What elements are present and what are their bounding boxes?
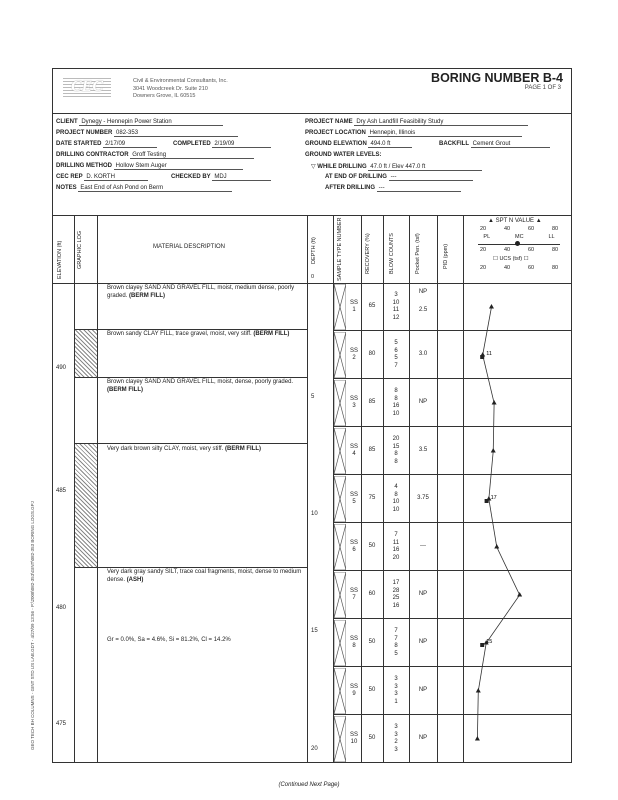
blow-count: 7 xyxy=(394,362,398,369)
backfill-row: BACKFILL Cement Grout xyxy=(439,141,550,148)
sample-type: SS xyxy=(349,588,358,594)
spt-ticks-bottom: 20 40 60 80 xyxy=(479,265,559,271)
blow-count: 7 xyxy=(394,628,398,634)
blow-count: 3 xyxy=(394,292,398,298)
sample-type: SS xyxy=(349,684,358,690)
elev-490: 490 xyxy=(56,365,67,371)
sample-type: SS xyxy=(349,636,358,642)
ground-water-label: GROUND WATER LEVELS: xyxy=(305,152,382,158)
ground-elevation-row: GROUND ELEVATION 494.0 ft xyxy=(305,141,412,148)
spt-point xyxy=(475,736,480,741)
while-drilling-row: ▽ WHILE DRILLING 47.0 ft / Elev 447.0 ft xyxy=(311,163,482,171)
split-spoon-sample-icon xyxy=(334,668,346,714)
blow-count: 16 xyxy=(392,403,400,409)
split-spoon-sample-icon xyxy=(334,476,346,522)
blow-count: 3 xyxy=(394,691,398,697)
drilling-method-row: DRILLING METHOD Hollow Stem Auger xyxy=(56,163,243,170)
sample-number: 6 xyxy=(352,547,356,553)
blow-count: 17 xyxy=(392,580,400,586)
project-location-row: PROJECT LOCATION Hennepin, Illinois xyxy=(305,130,522,137)
project-number-row: PROJECT NUMBER 082-353 xyxy=(56,130,238,137)
sample-type: SS xyxy=(349,444,358,450)
spt-plot xyxy=(463,283,571,763)
col-recovery: RECOVERY (%) xyxy=(365,233,371,274)
company-logo: CEC xyxy=(63,77,111,97)
blow-count: 8 xyxy=(394,395,398,402)
pocket-pen-value: NP xyxy=(418,399,428,405)
moisture-label: 17 xyxy=(490,495,497,501)
sample-type: SS xyxy=(349,348,358,354)
boring-number-title: BORING NUMBER B-4 xyxy=(431,71,563,85)
blow-count: 10 xyxy=(392,506,400,513)
blow-count: 3 xyxy=(394,676,398,682)
split-spoon-sample-icon xyxy=(334,284,346,330)
blow-count: 15 xyxy=(392,443,400,450)
blow-count: 10 xyxy=(392,499,400,505)
sample-number: 9 xyxy=(352,691,356,697)
recovery-value: 85 xyxy=(368,399,376,405)
spt-point xyxy=(491,448,496,453)
recovery-value: 50 xyxy=(368,639,376,645)
sample-number: 7 xyxy=(352,595,356,601)
blow-count: 20 xyxy=(392,436,400,442)
col-pid: PID (ppm) xyxy=(443,243,449,269)
recovery-value: 50 xyxy=(368,687,376,693)
sample-number: 10 xyxy=(350,739,358,745)
col-material-description: MATERIAL DESCRIPTION xyxy=(153,244,226,250)
sample-type: SS xyxy=(349,540,358,546)
company-address: Civil & Environmental Consultants, Inc. 3041 Woodcreek Dr. Suite 210 Downers Grove, IL 60515 xyxy=(133,78,228,99)
blow-count: 16 xyxy=(392,547,400,553)
blow-count: 8 xyxy=(394,451,398,457)
moisture-label: 15 xyxy=(486,639,493,645)
elev-475: 475 xyxy=(56,721,67,727)
blow-count: 8 xyxy=(394,491,398,498)
blow-count: 5 xyxy=(394,650,398,657)
blow-count: 16 xyxy=(392,602,400,609)
moisture-point xyxy=(485,499,489,503)
blow-count: 5 xyxy=(394,340,398,346)
completed-row: COMPLETED 2/19/09 xyxy=(173,141,271,148)
split-spoon-sample-icon xyxy=(334,380,346,426)
blow-count: 12 xyxy=(392,314,400,321)
spt-title: ▲ SPT N VALUE ▲ xyxy=(488,218,542,224)
blow-count: 7 xyxy=(394,532,398,538)
material-2: Brown sandy CLAY FILL, trace gravel, moist, very stiff. (BERM FILL) xyxy=(107,331,290,337)
depth-15: 15 xyxy=(311,628,318,634)
recovery-value: 75 xyxy=(368,495,376,501)
recovery-value: 85 xyxy=(368,447,376,453)
blow-count: 11 xyxy=(392,539,400,546)
page-number: PAGE 1 OF 3 xyxy=(524,85,561,91)
spt-point xyxy=(492,400,497,405)
sample-number: 3 xyxy=(352,403,356,409)
spt-point xyxy=(517,592,522,597)
split-spoon-sample-icon xyxy=(334,332,346,378)
moisture-label: 11 xyxy=(486,351,492,357)
col-blow-counts: BLOW COUNTS xyxy=(389,233,395,274)
spt-point xyxy=(494,544,499,549)
cec-rep-row: CEC REP D. KORTH xyxy=(56,174,148,181)
sample-type: SS xyxy=(349,300,358,306)
blow-count: 3 xyxy=(394,683,398,690)
sample-type: SS xyxy=(349,492,358,498)
project-name-row: PROJECT NAME Dry Ash Landfill Feasibility Study xyxy=(305,119,528,126)
sample-type: SS xyxy=(349,732,358,738)
blow-count: 8 xyxy=(394,388,398,394)
pocket-pen-value: NP xyxy=(418,735,428,741)
material-3: Brown clayey SAND AND GRAVEL FILL, moist, dense, poorly graded. (BERM FILL) xyxy=(107,379,294,393)
col-elevation: ELEVATION (ft) xyxy=(57,240,63,279)
sample-number: 8 xyxy=(352,643,356,649)
moisture-point xyxy=(480,643,484,647)
spt-ticks-mid: 20 40 60 80 xyxy=(479,247,559,253)
col-pocket-pen: Pocket Pen. (tsf) xyxy=(415,233,421,274)
col-graphic-log: GRAPHIC LOG xyxy=(77,230,83,269)
blow-count: 20 xyxy=(392,554,400,561)
sample-number: 5 xyxy=(352,499,356,505)
side-file-path: GEO TECH BH COLUMNS - GINT STD US LAB.GDT - 4/27/09 13:56 - P:\2008\082-353\GINT\082-353 BORING LOGS.GPJ xyxy=(30,501,35,750)
spt-point xyxy=(476,688,481,693)
end-drilling-row: AT END OF DRILLING --- xyxy=(325,174,473,181)
pocket-pen-value: NP xyxy=(418,289,428,295)
col-depth: DEPTH (ft) xyxy=(311,237,317,264)
blow-count: 8 xyxy=(394,643,398,649)
graphic-log-clay-fill xyxy=(75,329,97,377)
blow-count: 1 xyxy=(394,698,398,705)
blow-count: 10 xyxy=(392,410,400,417)
recovery-value: 60 xyxy=(368,591,376,597)
depth-5: 5 xyxy=(311,394,315,400)
moisture-point xyxy=(480,355,484,359)
blow-count: 4 xyxy=(394,484,398,490)
ucs-label: ☐ UCS (tsf) ☐ xyxy=(493,256,529,262)
material-1: Brown clayey SAND AND GRAVEL FILL, moist, medium dense, poorly graded. (BERM FILL) xyxy=(107,285,295,299)
depth-zero: 0 xyxy=(311,274,315,280)
after-drilling-row: AFTER DRILLING --- xyxy=(325,185,461,192)
blow-count: 7 xyxy=(394,635,398,642)
pocket-pen-value: NP xyxy=(418,639,428,645)
depth-10: 10 xyxy=(311,511,318,517)
pocket-pen-value: 3.75 xyxy=(417,495,429,501)
spt-line xyxy=(477,307,519,739)
blow-count: 10 xyxy=(392,299,400,306)
pocket-pen-value: 3.0 xyxy=(418,351,428,357)
pocket-pen-value: NP xyxy=(418,591,428,597)
recovery-value: 65 xyxy=(368,303,376,309)
pocket-pen-value: NP xyxy=(418,687,428,693)
spt-marks xyxy=(475,304,522,741)
blow-count: 2 xyxy=(394,739,398,745)
pocket-pen-value: 3.5 xyxy=(418,447,428,453)
client-row: CLIENT Dynegy - Hennepin Power Station xyxy=(56,119,223,126)
blow-count: 28 xyxy=(392,587,400,594)
blow-count: 3 xyxy=(394,746,398,753)
elev-485: 485 xyxy=(56,488,67,494)
notes-row: NOTES East End of Ash Pond on Berm xyxy=(56,185,232,192)
material-4: Very dark brown silty CLAY, moist, very stiff. (BERM FILL) xyxy=(107,446,262,452)
mc-marker-icon xyxy=(515,241,520,246)
sample-number: 1 xyxy=(352,307,356,313)
checked-by-row: CHECKED BY MDJ xyxy=(171,174,271,181)
recovery-value: 50 xyxy=(368,735,376,741)
material-6: Gr = 0.0%, Sa = 4.6%, Si = 81.2%, Cl = 14.2% xyxy=(107,637,231,643)
recovery-value: 80 xyxy=(368,351,376,357)
spt-point xyxy=(489,304,494,309)
split-spoon-sample-icon xyxy=(334,524,346,570)
boring-log-sheet xyxy=(52,68,572,763)
continued-footer: (Continued Next Page) xyxy=(278,782,340,788)
blow-count: 8 xyxy=(394,458,398,465)
spt-ticks-top: 20 40 60 80 xyxy=(479,226,559,232)
split-spoon-sample-icon xyxy=(334,716,346,762)
blow-count: 5 xyxy=(394,355,398,361)
drilling-contractor-row: DRILLING CONTRACTOR Groff Testing xyxy=(56,152,254,159)
depth-20: 20 xyxy=(311,746,318,752)
date-started-row: DATE STARTED 2/17/09 xyxy=(56,141,157,148)
recovery-value: 50 xyxy=(368,543,376,549)
water-level-icon: ▽ xyxy=(311,164,316,170)
pocket-pen-value: --- xyxy=(420,543,426,549)
material-5: Very dark gray sandy SILT, trace coal fragments, moist, dense to medium dense. (ASH) xyxy=(107,569,302,583)
sample-type: SS xyxy=(349,396,358,402)
blow-count: 3 xyxy=(394,724,398,730)
elev-480: 480 xyxy=(56,605,67,611)
split-spoon-sample-icon xyxy=(334,428,346,474)
col-sample-type: SAMPLE TYPE NUMBER xyxy=(337,217,343,281)
blow-count: 3 xyxy=(394,731,398,738)
split-spoon-sample-icon xyxy=(334,620,346,666)
blow-count: 6 xyxy=(394,347,398,354)
blow-count: 25 xyxy=(392,595,400,601)
blow-count: 11 xyxy=(392,307,400,313)
graphic-log-silty-clay xyxy=(75,443,97,567)
plastic-limit-labels: PL MC LL xyxy=(483,234,555,240)
sample-number: 4 xyxy=(352,451,356,457)
split-spoon-sample-icon xyxy=(334,572,346,618)
sample-number: 2 xyxy=(352,355,356,361)
pocket-pen-value: 2.5 xyxy=(418,307,428,313)
